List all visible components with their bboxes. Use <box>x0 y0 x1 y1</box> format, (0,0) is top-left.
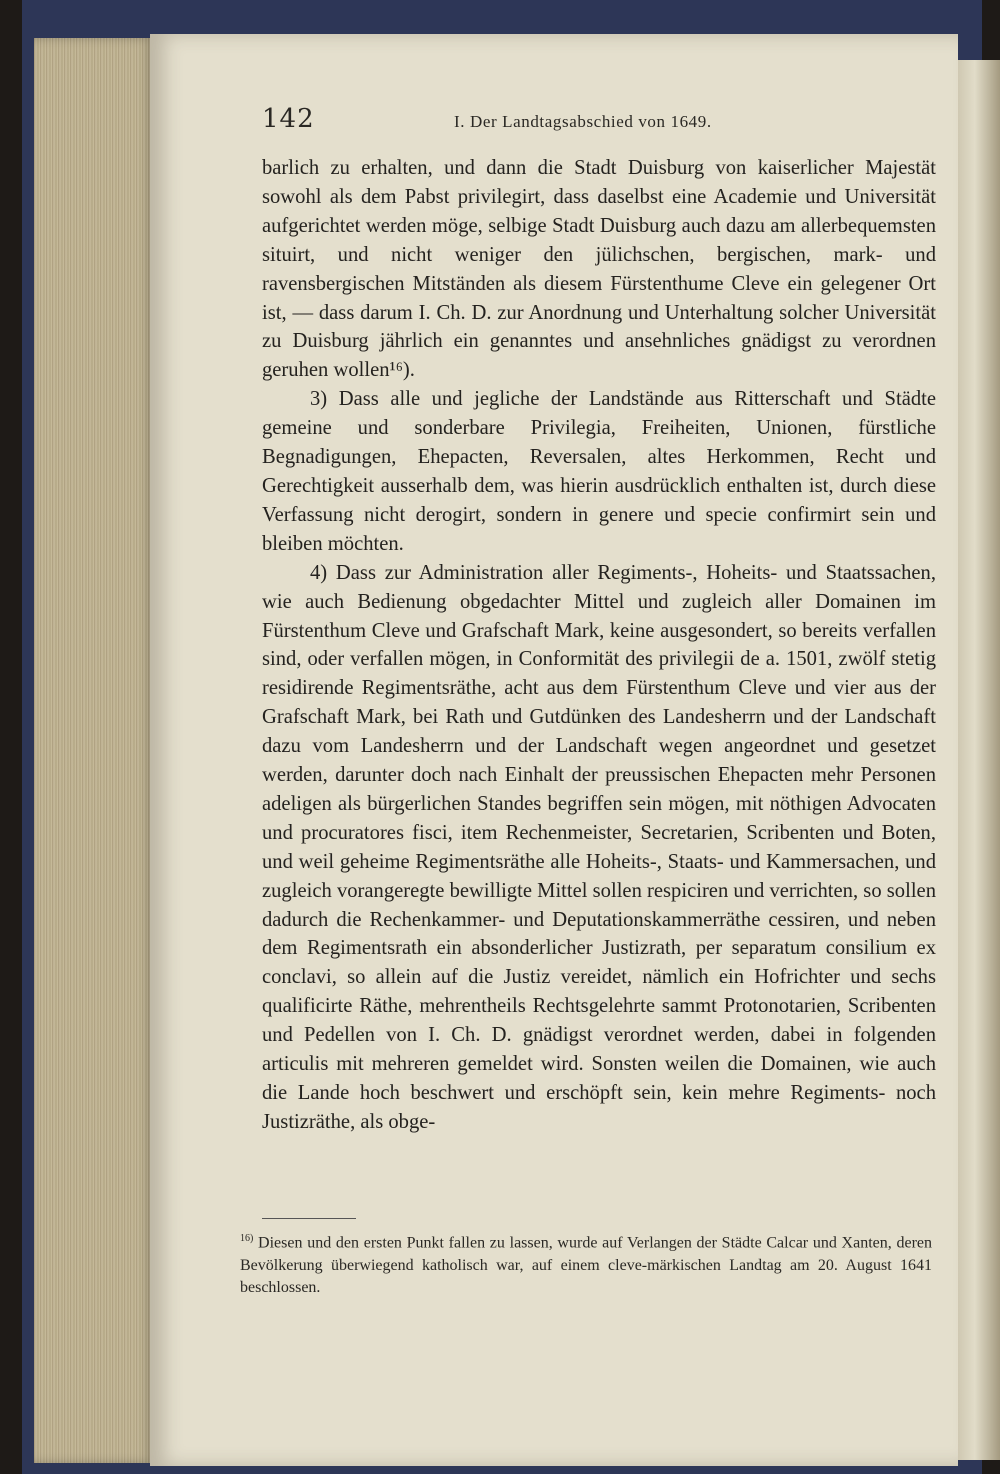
footnote-rule <box>262 1218 356 1219</box>
paragraph-3: 4) Dass zur Administration aller Regiments-, Hoheits- und Staatssachen, wie auch Bedienung obgedachter Mittel und zugleich aller Domainen im Fürstenthum Cleve und Grafschaft Mark, keine ausgesondert, so bereits verfallen sind, oder verfallen mögen, in Conformität des privilegii de a. 1501, zwölf stetig residirende Regimentsräthe, acht aus dem Fürstenthum Cleve und vier aus der Grafschaft Mark, bei Rath und Gutdünken des Landesherrn und der Landschaft dazu vom Landesherrn und der Landschaft wegen angeordnet und gesetzet werden, darunter doch nach Einhalt der preussischen Ehepacten mehr Personen adeligen als bürgerlichen Standes begriffen sein mögen, mit nöthigen Advocaten und procuratores fisci, item Rechenmeister, Secretarien, Scribenten und Boten, und weil geheime Regimentsräthe alle Hoheits-, Staats- und Kammersachen, und zugleich vorangeregte bewilligte Mittel sollen respiciren und verrichten, so sollen dadurch die Rechenkammer- und Deputationskammerräthe cessiren, und neben dem Regimentsrath ein absonderlicher Justizrath, per separatum consilium ex conclavi, so allein auf die Justiz vereidet, nämlich ein Hofrichter und sechs qualificirte Räthe, mehrentheils Rechtsgelehrte sammt Protonotarien, Scribenten und Pedellen von I. Ch. D. gnädigst verordnet werden, dabei in folgenden articulis mit mehreren gemeldet wird. Sonsten weilen die Domainen, wie auch die Lande hoch beschwert und erschöpft sein, kein mehre Regiments- noch Justizräthe, als obge- <box>262 561 936 1133</box>
running-head: I. Der Landtagsabschied von 1649. <box>454 112 712 131</box>
book-page-edges <box>34 38 154 1463</box>
paragraph-1: barlich zu erhalten, und dann die Stadt Duisburg von kaiserlicher Majestät sowohl als dem Pabst privilegirt, dass daselbst eine Academie und Universität aufgerichtet werden möge, selbige Stadt Duisburg auch dazu am allerbequemsten situirt, und nicht weniger den jülichschen, bergischen, mark- und ravensbergischen Mitständen als diesem Fürstenthume Cleve ein gelegener Ort ist, — dass darum I. Ch. D. zur Anordnung und Unterhaltung solcher Universität zu Duisburg jährlich ein genanntes und ansehnliches gnädigst zu verordnen geruhen wollen¹⁶). <box>262 157 936 382</box>
footnote <box>240 1228 932 1300</box>
footnote-mark: 16) <box>240 1233 254 1244</box>
page-header <box>262 104 942 144</box>
paragraph-2: 3) Dass alle und jegliche der Landstände aus Ritterschaft und Städte gemeine und sonderbare Privilegia, Freiheiten, Unionen, fürstliche Begnadigungen, Ehepacten, Reversalen, altes Herkommen, Recht und Gerechtigkeit ausserhalb dem, was hierin ausdrücklich enthalten ist, durch diese Verfassung nicht derogirt, sondern in genere und specie confirmirt sein und bleiben möchten. <box>262 388 936 555</box>
body-text <box>262 154 936 1137</box>
page-number: 142 <box>262 104 315 134</box>
footnote-text: Diesen und den ersten Punkt fallen zu lassen, wurde auf Verlangen der Städte Calcar und Xanten, deren Bevölkerung überwiegend katholisch war, auf einem cleve-märkischen Landtag am 20. August 1641 beschlossen. <box>240 1234 932 1297</box>
right-page-edge <box>958 60 1000 1460</box>
